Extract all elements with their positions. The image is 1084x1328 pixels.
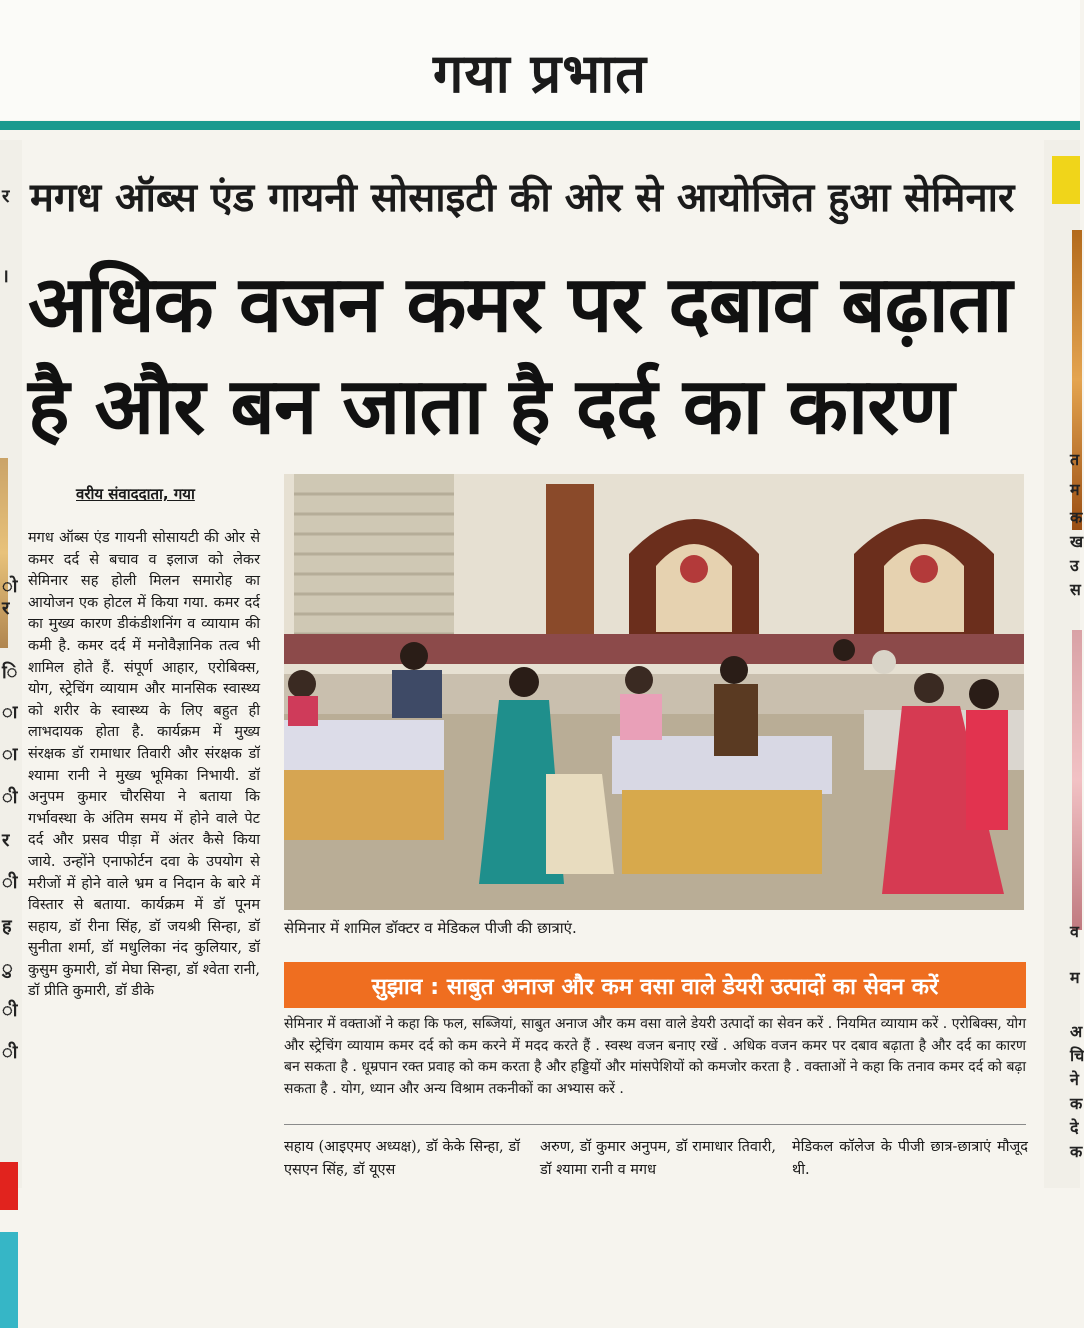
article-kicker: मगध ऑब्स एंड गायनी सोसाइटी की ओर से आयोजित हुआ सेमिनार <box>30 175 1015 221</box>
fragment-right: व <box>1070 922 1079 941</box>
fragment-left: र <box>2 186 10 207</box>
suggestion-title: सुझाव : साबुत अनाज और कम वसा वाले डेयरी उत्पादों का सेवन करें <box>371 974 939 1000</box>
masthead <box>0 0 1080 120</box>
adjacent-yellow-block <box>1052 156 1080 204</box>
adjacent-red-block <box>0 1162 18 1210</box>
adjacent-image-right-bottom <box>1072 630 1082 930</box>
article-body-text: मगध ऑब्स एंड गायनी सोसायटी की ओर से कमर दर्द से बचाव व इलाज को लेकर सेमिनार सह होली मिलन समारोह का आयोजन एक होटल में किया गया. कमर दर्द का मुख्य कारण डीकंडीशनिंग व व्यायाम की कमी है. कमर दर्द में मनोवैज्ञानिक तत्व भी शामिल होते हैं. संपूर्ण आहार, एरोबिक्स, योग, स्ट्रेचिंग व्यायाम और मानसिक स्वास्थ्य को शरीर के स्वास्थ्य के लिए बहुत ही लाभदायक होता है. कार्यक्रम में मुख्य संरक्षक डॉ रामाधार तिवारी और संरक्षक डॉ श्यामा रानी ने मुख्य भूमिका निभायी. डॉ अनुपम कुमार चौरसिया ने बताया कि गर्भावस्था के अंतिम समय में होने वाले पेट दर्द और प्रसव पीड़ा में अंतर कैसे किया जाये. उन्होंने एनाफोर्टन दवा के उपयोग से मरीजों में होने वाले भ्रम व निदान के बारे में विस्तार से बताया. कार्यक्रम में डॉ पूनम सहाय, डॉ रीना सिंह, डॉ जयश्री सिन्हा, डॉ सुनीता शर्मा, डॉ मधुलिका नंद कुलियार, डॉ कुसुम कुमारी, डॉ मेघा सिन्हा, डॉ श्वेता रानी, डॉ प्रीति कुमारी, डॉ डीके <box>28 530 260 1000</box>
photo-caption: सेमिनार में शामिल डॉक्टर व मेडिकल पीजी की छात्राएं. <box>284 919 577 937</box>
fragment-right: म <box>1070 968 1080 987</box>
adjacent-column-right <box>1044 140 1084 1188</box>
section-divider <box>284 1124 1026 1125</box>
article-continued-text: सहाय (आइएमए अध्यक्ष), डॉ केके सिन्हा, डॉ एसएन सिंह, डॉ यूएस <box>284 1139 520 1178</box>
fragment-left: ा <box>2 744 18 765</box>
fragment-left: ि <box>2 662 18 683</box>
fragment-left: ी <box>2 1042 18 1063</box>
fragment-left: ो <box>2 576 18 597</box>
seminar-photo-illustration <box>284 474 1024 910</box>
fragment-right: अ <box>1070 1022 1083 1041</box>
byline: वरीय संवाददाता, गया <box>76 485 195 503</box>
fragment-right: ख <box>1070 532 1084 551</box>
masthead-rule <box>0 121 1080 130</box>
suggestion-body: सेमिनार में वक्ताओं ने कहा कि फल, सब्जियां, साबुत अनाज और कम वसा वाले डेयरी उत्पादों का सेवन करें . नियमित व्यायाम करें . एरोबिक्स, योग और स्ट्रेचिंग व्यायाम कमर दर्द को कम करने में मदद करते हैं . स्वस्थ वजन बनाए रखें . अधिक वजन कमर पर दबाव बढ़ाता है और दर्द का कारण बन सकता है . धूम्रपान रक्त प्रवाह को कम करता है और हड्डियों और मांसपेशियों को कमजोर करता है . वक्ताओं ने कहा कि तनाव कमर दर्द को बढ़ा सकता है . योग, ध्यान और अन्य विश्राम तकनीकों का अभ्यास करें . <box>284 1016 1026 1097</box>
article-continued-column-2 <box>540 1136 776 1182</box>
fragment-left: ा <box>2 702 18 723</box>
fragment-left: ी <box>2 1000 18 1021</box>
adjacent-teal-block <box>0 1232 18 1328</box>
fragment-left: र <box>2 830 10 851</box>
article-continued-text: अरुण, डॉ कुमार अनुपम, डॉ रामाधार तिवारी, डॉ श्यामा रानी व मगध <box>540 1139 776 1178</box>
fragment-right: त <box>1070 450 1080 469</box>
article-headline-line1: अधिक वजन कमर पर दबाव बढ़ाता <box>28 260 1012 350</box>
suggestion-banner <box>284 962 1026 1008</box>
newspaper-section-title: गया प्रभात <box>433 42 647 105</box>
fragment-right: ने <box>1070 1070 1079 1089</box>
fragment-left: ी <box>2 787 18 808</box>
fragment-left: ु <box>2 958 13 979</box>
article-body-column <box>28 528 260 1003</box>
fragment-left: र <box>2 598 10 619</box>
fragment-right: क <box>1070 1142 1083 1161</box>
suggestion-body-box <box>284 1014 1026 1100</box>
article-continued-column-1 <box>284 1136 520 1182</box>
fragment-left: ह <box>2 916 12 937</box>
fragment-right: क <box>1070 1094 1083 1113</box>
fragment-left: ी <box>2 872 18 893</box>
fragment-right: क <box>1070 508 1083 527</box>
article-continued-text: मेडिकल कॉलेज के पीजी छात्र-छात्राएं मौजूद थी. <box>792 1139 1028 1178</box>
fragment-right: स <box>1070 580 1081 599</box>
fragment-right: म <box>1070 480 1080 499</box>
article-continued-column-3 <box>792 1136 1028 1182</box>
fragment-left: । <box>2 266 9 287</box>
fragment-right: चि <box>1070 1046 1084 1065</box>
fragment-right: उ <box>1070 556 1079 575</box>
adjacent-column-left <box>0 140 22 1188</box>
seminar-photo <box>284 474 1024 910</box>
fragment-right: दे <box>1070 1118 1079 1137</box>
article-headline-line2: है और बन जाता है दर्द का कारण <box>28 362 954 452</box>
